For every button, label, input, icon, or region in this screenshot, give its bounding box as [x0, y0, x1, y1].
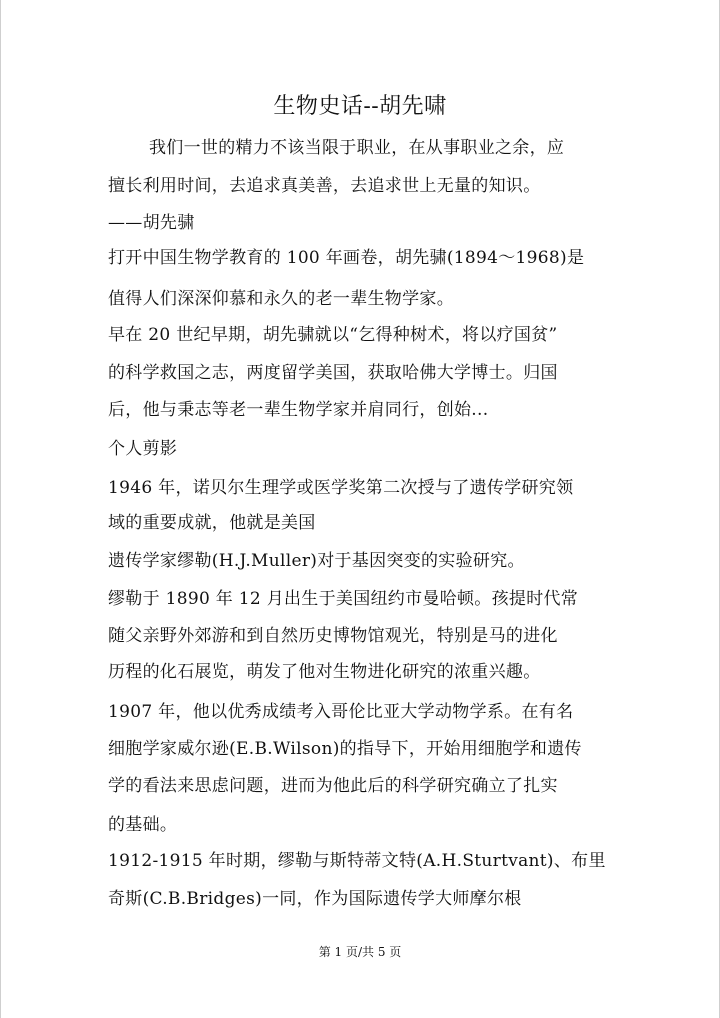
- document-title: 生物史话--胡先啸: [273, 94, 447, 119]
- paragraph-line: 历程的化石展览，萌发了他对生物进化研究的浓重兴趣。: [108, 662, 541, 682]
- paragraph-line: 我们一世的精力不该当限于职业，在从事职业之余，应: [149, 138, 565, 158]
- paragraph-line: 后，他与秉志等老一辈生物学家并肩同行，创始...: [108, 400, 489, 420]
- paragraph-line: 打开中国生物学教育的 100 年画卷，胡先骕(1894～1968)是: [108, 248, 585, 268]
- paragraph-line: 擅长利用时间，去追求真美善，去追求世上无量的知识。: [108, 176, 541, 196]
- paragraph-line: 细胞学家威尔逊(E.B.Wilson)的指导下，开始用细胞学和遗传: [108, 739, 582, 759]
- page-footer: 第 1 页/共 5 页: [318, 945, 402, 959]
- paragraph-line: 奇斯(C.B.Bridges)一同，作为国际遗传学大师摩尔根: [108, 889, 522, 909]
- paragraph-line: 遗传学家缪勒(H.J.Muller)对于基因突变的实验研究。: [108, 551, 525, 571]
- paragraph-line: ——胡先骕: [108, 213, 195, 233]
- paragraph-line: 1907 年，他以优秀成绩考入哥伦比亚大学动物学系。在有名: [108, 702, 574, 722]
- paragraph-line: 1946 年，诺贝尔生理学或医学奖第二次授与了遗传学研究领: [108, 478, 574, 498]
- paragraph-line: 的基础。: [108, 815, 178, 835]
- paragraph-line: 域的重要成就，他就是美国: [108, 513, 316, 533]
- paragraph-line: 早在 20 世纪早期，胡先骕就以“乞得种树术，将以疗国贫”: [108, 325, 558, 345]
- paragraph-line: 值得人们深深仰慕和永久的老一辈生物学家。: [108, 289, 454, 309]
- paragraph-line: 的科学救国之志，两度留学美国，获取哈佛大学博士。归国: [108, 363, 558, 383]
- paragraph-line: 缪勒于 1890 年 12 月出生于美国纽约市曼哈顿。孩提时代常: [108, 589, 579, 609]
- paragraph-line: 学的看法来思虑问题，进而为他此后的科学研究确立了扎实: [108, 776, 558, 796]
- paragraph-line: 1912-1915 年时期，缪勒与斯特蒂文特(A.H.Sturtvant)、布里: [108, 851, 606, 871]
- section-heading: 个人剪影: [108, 439, 178, 459]
- paragraph-line: 随父亲野外郊游和到自然历史博物馆观光，特别是马的进化: [108, 626, 558, 646]
